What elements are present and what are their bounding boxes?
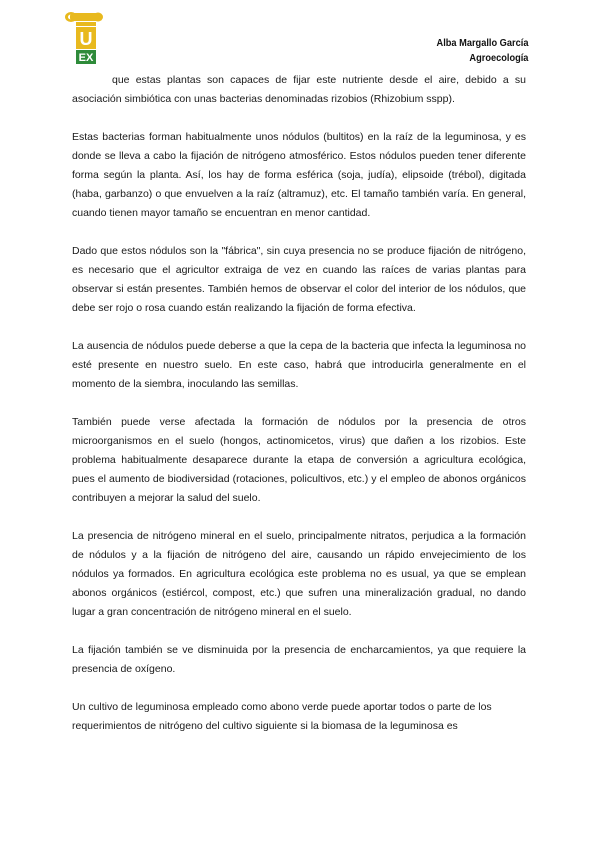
- author-name: Alba Margallo García: [436, 37, 528, 49]
- subject-name: Agroecología: [468, 52, 528, 64]
- paragraph: Estas bacterias forman habitualmente unos nódulos (bultitos) en la raíz de la leguminosa, y es donde se lleva a cabo la fijación de nitrógeno atmosférico. Estos nódulos pueden tener diferente forma según la planta. Así, los hay de forma esférica (soja, judía), elipsoide (trébol), digitada (haba, garbanzo) o que envuelven a la raíz (altramuz), etc. El tamaño también varía. En general, cuando tienen mayor tamaño se encuentran en menor cantidad.: [72, 131, 526, 219]
- uex-logo-icon: [62, 10, 104, 66]
- paragraph: También puede verse afectada la formación de nódulos por la presencia de otros microorganismos en el suelo (hongos, actinomicetos, virus) que dañen a los rizobios. Este problema habitualmente desaparece durante la etapa de conversión a agricultura ecológica, pues el aumento de biodiversidad (rotaciones, policultivos, etc.) y el empleo de abonos orgánicos contribuyen a mejorar la salud del suelo.: [72, 416, 526, 504]
- document-body: [72, 71, 526, 755]
- paragraph: Dado que estos nódulos son la "fábrica", sin cuya presencia no se produce fijación de nitrógeno, es necesario que el agricultor extraiga de vez en cuando las raíces de varias plantas para observar si están presentes. También hemos de observar el color del interior de los nódulos, que debe ser rojo o rosa cuando están realizando la fijación de forma efectiva.: [72, 245, 526, 314]
- logo-letters-ex: EX: [78, 52, 94, 64]
- university-logo: [62, 10, 104, 66]
- paragraph: Un cultivo de leguminosa empleado como abono verde puede aportar todos o parte de los requerimientos de nitrógeno del cultivo siguiente si la biomasa de la leguminosa es: [72, 701, 492, 732]
- paragraph: que estas plantas son capaces de fijar este nutriente desde el aire, debido a su asociación simbiótica con unas bacterias denominadas rizobios (Rhizobium sspp).: [72, 74, 526, 105]
- paragraph: La presencia de nitrógeno mineral en el suelo, principalmente nitratos, perjudica a la formación de nódulos y a la fijación de nitrógeno del aire, causando un rápido envejecimiento de los nódulos ya formados. En agricultura ecológica este problema no es usual, ya que se emplean abonos orgánicos (estiércol, compost, etc.) que sufren una mineralización gradual, no dando lugar a gran concentración de nitrógeno mineral en el suelo.: [72, 530, 526, 618]
- logo-letter-u: U: [79, 29, 93, 49]
- page-header: [436, 36, 528, 66]
- paragraph: La ausencia de nódulos puede deberse a que la cepa de la bacteria que infecta la leguminosa no esté presente en nuestro suelo. En este caso, habrá que introducirla generalmente en el momento de la siembra, inoculando las semillas.: [72, 340, 526, 390]
- paragraph: La fijación también se ve disminuida por la presencia de encharcamientos, ya que requiere la presencia de oxígeno.: [72, 644, 526, 675]
